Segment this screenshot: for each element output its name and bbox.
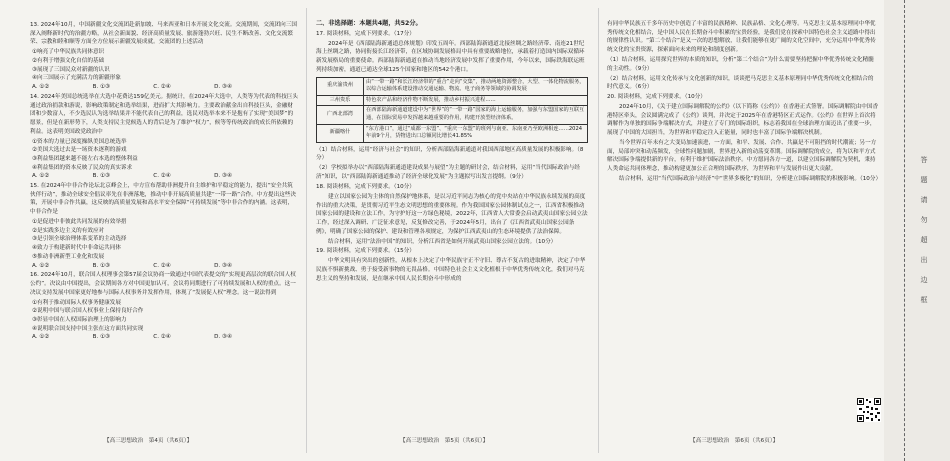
choice-a: A. ①② xyxy=(32,173,50,180)
section-title: 二、非选择题：本题共4题，共52分。 xyxy=(316,20,422,27)
option: ④致力于构建新时代中非命运共同体 xyxy=(32,245,121,252)
page-footer: 【高三思想政治 第4页（共6页）】 xyxy=(104,438,193,444)
option: ①响亮了中华民族共同体意识 xyxy=(32,49,105,56)
option: ③是引领全球治理体系变革的主动选择 xyxy=(32,236,127,243)
material-text: 中华文明具有突出的创新性，从根本上决定了中华民族守正不守旧、尊古不复古的进取精神，决定了中华民族不惧新挑战、勇于接受新事物的无畏品格。中国特色社会主义文化植根于中华优秀传统文化，我们对马克思主义的坚持和发展，是在继承中国人民长期奋斗中形成的 xyxy=(316,258,586,282)
choice-c: C. ②④ xyxy=(153,84,171,91)
choice-a: A. ①② xyxy=(32,84,50,91)
option: ⑤推动非洲新型工业化和发展 xyxy=(32,253,105,260)
choice-a: A. ①② xyxy=(32,334,50,341)
task: （1）结合材料，运用“经济与社会”的知识，分析西部陆海新通道对我国西部地区高质量发展的积极影响。（8分） xyxy=(316,146,584,162)
choice-c: C. ②④ xyxy=(153,262,171,269)
page-footer: 【高三思想政治 第6页（共6页）】 xyxy=(690,438,779,444)
option: ①资本的力量已深度操纵美国总统选举 xyxy=(32,138,127,145)
choice-b: B. ①③ xyxy=(92,262,111,269)
column-divider xyxy=(598,8,599,453)
option: ③展现了三国民众对新疆的认识 xyxy=(32,66,110,73)
material-text: 2024年10月，《关于建立国际调解院的公约》（以下简称《公约》）在香港正式签署。国际调解院由中国香港特区牵头，会议圆满完成了《公约》谈判，并决定于2025年在香港特区正式运作。《公约》在世界上首次将调解作为单独的国际争端解决方式，并建立了专门的国际组织，标志着我国在全球治理方面迈出了重要一步，展现了中国的大国担当，为世界和平稳定注入正能量，同时也丰富了国际争端解决机制。 xyxy=(607,104,879,137)
task: 结合材料，运用“法治中国”的知识，分析江西省是如何开展武夷山国家公园立法的。（10分） xyxy=(328,238,557,245)
question-17 xyxy=(316,30,588,182)
material-text: 2024年是《西部陆海新通道总体规划》印发五周年。西部陆海新通道北接丝绸之路经济带、南连21世纪海上丝绸之路，协同衔接长江经济带，在区域协调发展格局中具有重要战略地位，承载着打造国内国际双循环新发展格局的重要使命。西部陆海新通道在推动当地经济发展中发挥了重要作用，今年以来，国际铁海联运班列持续加密，通道已通达全球125个国家和地区的542个港口。 xyxy=(316,40,585,73)
choice-d: D. ③④ xyxy=(214,84,232,91)
task: （2）学校拟举办以“西部陆海新通道建设成果与展望”为主题的研讨会，结合材料，运用“当代国际政治与经济”知识，以“西部陆海新通道推动了经济全球化发展”为主题拟写出发言提纲。（9分） xyxy=(316,165,580,181)
question-16 xyxy=(30,271,298,342)
question-stem: 15. 在2024年中非合作论坛北京峰会上，中方宣布帮助非洲提升自主维护和平稳定的能力，提出“安全共筑伙伴行动”，推动全球安全倡议率先在非洲落地，推动中非开展高质量共建“一带一路”合作。中方提出这些决策，开展中非合作共赢，这反映的高质量发展和高水平安全保障“可持续发展”等中非合作的内涵。这表明，中非合作是 xyxy=(30,183,297,216)
question-18 xyxy=(316,183,588,246)
qr-code-icon xyxy=(857,398,881,422)
table-row-head: 广西北部湾 xyxy=(317,106,364,124)
option: ④利益集团的资本反映了民众的真实诉求 xyxy=(32,164,133,171)
option: ③利益集团越来越不能左右本选的整体利益 xyxy=(32,155,138,162)
option: ②说明中国与联合国人权事业上保持良好合作 xyxy=(32,308,144,315)
choice-d: D. ③④ xyxy=(214,262,232,269)
choice-c: C. ②④ xyxy=(153,334,171,341)
table-cell: 在西部陆海新通道建设中为“世界”的“一带一路”国家的海上运输服务，加强与东盟国家的互联互通，在国际贸易中发挥越来越重要的作用，构建开放型经济体系。 xyxy=(364,106,588,124)
task: （1）结合材料，运用探究世界的本质的知识，分析“第二个结合”为什么需要坚持把握中华优秀传统文化精髓的主动性。（9分） xyxy=(607,57,874,72)
binding-notice: 答 题 请 勿 超 出 边 框 xyxy=(920,156,928,304)
option: ①是促进中非彼此共同发展的有效举措 xyxy=(32,219,127,226)
table-cell: 特色农产品和经济作物不断发展，推动乡村振兴进程…… xyxy=(364,95,588,106)
choice-d: D. ③④ xyxy=(214,173,232,180)
choice-b: B. ①③ xyxy=(92,84,111,91)
page-column-6 xyxy=(607,20,882,185)
question-13 xyxy=(30,21,298,92)
choice-c: C. ②④ xyxy=(153,173,171,180)
question-stem: 18. 阅读材料，完成下列要求。（10分） xyxy=(316,183,415,190)
table-row-head: 重庆渝贵州 xyxy=(317,77,364,95)
answer-choices xyxy=(30,333,232,342)
option: ②是实践多边主义的有效应对 xyxy=(32,227,105,234)
table-row xyxy=(317,124,588,142)
material-text: 有同中华民族五千多年历史中创造了丰富的民族精神、民族品格、文化心理等。马克思主义基本原理同中华优秀传统文化相结合，是中国人民在长期奋斗中积累的宝贵经验，是我们党在探索中国特色社会主义道路中得出的规律性认识。“第二个结合”是又一次的思想解放，让我们能够在更广阔的文化空间中，充分运用中华优秀传统文化的宝贵资源，探索面向未来的理论和制度创新。 xyxy=(607,21,876,54)
table-row-head: 新疆喀什 xyxy=(317,124,364,142)
option: ①有利于推动国际人权事务健康发展 xyxy=(32,299,121,306)
table-cell: 由“一带一路”和长江经济带的“重合”走向“交集”，推动两地资源整合，大型、一体化物流服务，以综合运输体系建设推动交通运输、物流、电子商务等领域的协调发展 xyxy=(364,77,588,95)
choice-d: D. ③④ xyxy=(214,334,232,341)
table-row xyxy=(317,106,588,124)
choice-b: B. ①③ xyxy=(92,334,111,341)
option: ④向三国展示了充满活力的新疆形象 xyxy=(32,75,121,82)
question-stem: 16. 2024年10月，联合国人权理事会第57届会议协商一致通过中国代表提交的“实现更高层次的联合国人权公约”。决议由中国提出，会议期间各方对中国更加认可，会议将同期进行了可持续发展和人权的重点。这一决议支持发展中国家更好地参与国际人权事务并发挥作用，体现了“发展促人权”理念。这一说法得到 xyxy=(30,272,296,296)
option: ②有利于增强文化自信的基础 xyxy=(32,58,105,64)
page-column-4 xyxy=(30,20,298,342)
option: ②美国大选过去是一场资本逐利的游戏 xyxy=(32,147,127,154)
choice-a: A. ①② xyxy=(32,262,50,269)
column-divider xyxy=(306,8,307,453)
page-column-5 xyxy=(316,20,588,285)
question-stem: 17. 阅读材料，完成下列要求。（17分） xyxy=(316,30,415,37)
task: 结合材料，运用“当代国际政治与经济”中“世界多极化”的知识，分析建立国际调解院的积极影响。（10分） xyxy=(619,176,882,183)
choice-b: B. ①③ xyxy=(92,173,111,180)
task: （2）结合材料，运用文化传承与文化创新的知识，谈谈把马克思主义基本原理同中华优秀传统文化相结合的时代意义。（6分） xyxy=(607,75,874,91)
answer-choices xyxy=(30,172,232,181)
question-20 xyxy=(607,93,882,184)
option: ③彰显中国在人权国际治理上的影响力 xyxy=(32,316,127,323)
question-14 xyxy=(30,93,298,181)
table-cell: “东方港口”，通过“成都一东盟”、“重庆一东盟”的班列与南亚、东南亚乃至欧洲相连……2024年前9个月，货物进出口总额同比增长41.85% xyxy=(364,124,588,142)
question-stem: 13. 2024年10月，中国新疆文化交流团赴新加坡、马来西亚和日本开展文化交流。交流期间，交流团向三国深入阐释新时代的治疆方略，从社会新面貌、经济高质量发展、旅游蓬勃兴旺、民生不断改善、文化交流繁荣、宗教和睦和顺等方面全方位展示新疆发展成就。交流团的上述活动 xyxy=(30,22,297,46)
question-stem: 19. 阅读材料，完成下列要求。（15分） xyxy=(316,248,415,255)
answer-choices xyxy=(30,262,232,271)
question-15 xyxy=(30,182,298,270)
material-table xyxy=(316,77,588,143)
material-text: 当今世界百年未有之大变局加速演进，一方面，和平、发展、合作、共赢是不可阻挡的时代潮流；另一方面，局部冲突和动荡频发，全球性问题加剧，世界进入新的动荡变革期。国际调解院的成立，将为以和平方式解决国际争端提供新的平台，有利于维护国际法治秩序。中方愿同各方一道，以建立国际调解院为契机，秉持人类命运共同体理念，推动构建更加公正合理的国际秩序，为世界和平与发展作出更大贡献。 xyxy=(607,140,877,173)
table-row xyxy=(317,95,588,106)
table-row-head: 三州贵乐 xyxy=(317,95,364,106)
page-footer: 【高三思想政治 第5页（共6页）】 xyxy=(400,438,489,444)
option: ④说明联合国支持中国主张在这方面共同实现 xyxy=(32,325,144,332)
question-stem: 20. 阅读材料，完成下列要求。（10分） xyxy=(607,94,706,101)
binding-margin xyxy=(884,0,950,461)
table-row xyxy=(317,77,588,95)
question-19 xyxy=(316,247,588,283)
material-text: 建立以国家公园为主体的自然保护地体系，是以习近平同志为核心的党中央站在中华民族永续发展的高度作出的重大决策，是贯彻习近平生态文明思想的重要体现。作为我国国家公园体制试点之一，江西省积极推动国家公园的建设和立法工作，为守护好这一方绿色秘境，2022年，江西省人大常委会启动武夷山国家公园立法工作，经过深入调研、广泛征求意见，反复修改完善，于2024年5月，出台了《江西省武夷山国家公园条例》，明确了国家公园的保护、建设和管理各项规定，为保护江西武夷山的生态环境提供了法治保障。 xyxy=(316,193,588,235)
answer-choices xyxy=(30,83,232,92)
binding-dashed-line xyxy=(904,0,905,461)
question-stem: 14. 2024年美国总统选举在大选中花费达159亿美元。据统计，在2024年大选中，人类等为代表的科技巨头通过政治捐款和游说，影响政策制定和选举结果，进而扩大其影响力。主要政治献金出自科技巨头，金融财团和少数富人，不少选民认为选举结果并不能代表自己的利益，选民对选举本来不是抱有了实现“美国梦”的愿景，但是在新形势下，人类支持民主党候选人的背后是为了维护“权力”，候等等传统政治的成长所依赖的利益。这表明美国政党政治中 xyxy=(30,93,298,135)
